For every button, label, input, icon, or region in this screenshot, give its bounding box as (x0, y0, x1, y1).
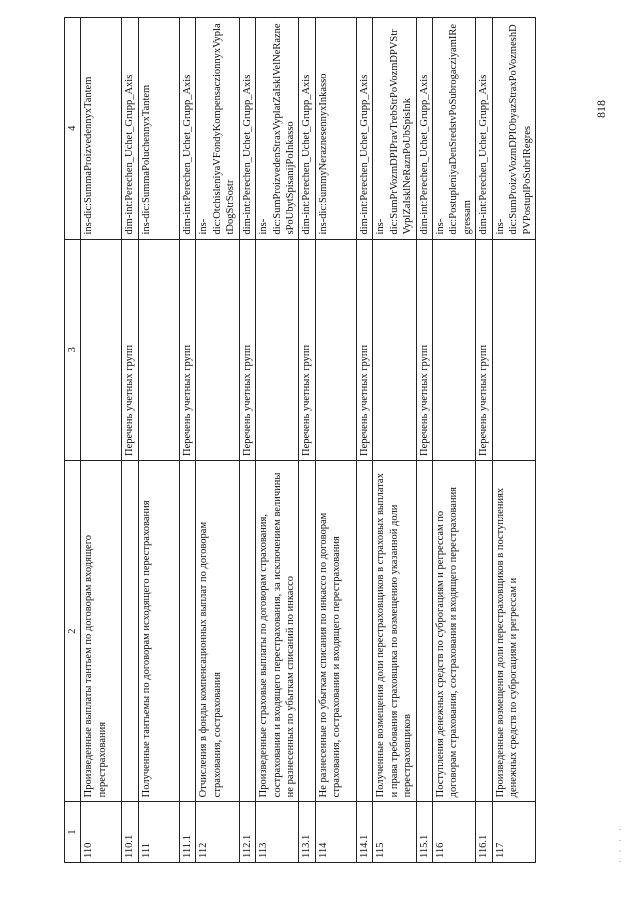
row-list: Перечень учетных групп (416, 239, 432, 460)
row-name: Произведенные выплаты тантьем по договорам входящего перестрахования (81, 461, 122, 802)
table-row (315, 18, 356, 863)
row-number: 116 (433, 802, 476, 863)
table-row (492, 18, 535, 863)
table-row (122, 18, 138, 863)
row-name (122, 461, 138, 802)
row-name (476, 461, 492, 802)
table-row (373, 18, 416, 863)
row-number: 117 (492, 802, 535, 863)
table-body (81, 18, 536, 863)
row-list (315, 239, 356, 460)
row-code: dim-int:Perechen_Uchet_Grupp_Axis (179, 18, 195, 240)
row-number: 110 (81, 802, 122, 863)
row-code: dim-int:Perechen_Uchet_Grupp_Axis (299, 18, 315, 240)
row-list: Перечень учетных групп (122, 239, 138, 460)
table-row (81, 18, 122, 863)
row-list: Перечень учетных групп (356, 239, 372, 460)
row-list (373, 239, 416, 460)
scan-artifact: · · · · (616, 825, 625, 863)
row-name (179, 461, 195, 802)
row-code: dim-int:Perechen_Uchet_Grupp_Axis (476, 18, 492, 240)
row-list (256, 239, 299, 460)
row-number: 112 (196, 802, 239, 863)
row-number: 115 (373, 802, 416, 863)
row-number: 116.1 (476, 802, 492, 863)
row-list (138, 239, 179, 460)
column-header: 3 (65, 239, 81, 460)
table-row (433, 18, 476, 863)
row-number: 111 (138, 802, 179, 863)
table-row (239, 18, 255, 863)
row-name (416, 461, 432, 802)
row-name (239, 461, 255, 802)
row-code: ins-dic:SumPrVozmDPIPravTrebStrPoVozmDPVStrVyplZaIsklNeRaznPoUbSpisInk (373, 18, 416, 240)
row-number: 114 (315, 802, 356, 863)
column-header: 4 (65, 18, 81, 240)
row-number: 113 (256, 802, 299, 863)
row-name: Поступления денежных средств по суброгациям и регрессам по договорам страхования, сострахования и входящего перестрахования (433, 461, 476, 802)
row-list (196, 239, 239, 460)
row-list (81, 239, 122, 460)
data-table (64, 17, 536, 863)
row-name: Произведенные страховые выплаты по договорам страхования, сострахования и входящего перестрахования, за исключением величины не разнесенных по убыткам списаний по инкассо (256, 461, 299, 802)
row-name (356, 461, 372, 802)
row-code: dim-int:Perechen_Uchet_Grupp_Axis (356, 18, 372, 240)
column-header: 1 (65, 802, 81, 863)
row-code: dim-int:Perechen_Uchet_Grupp_Axis (416, 18, 432, 240)
row-number: 113.1 (299, 802, 315, 863)
table-row (138, 18, 179, 863)
table-row (416, 18, 432, 863)
row-code: dim-int:Perechen_Uchet_Grupp_Axis (239, 18, 255, 240)
row-number: 112.1 (239, 802, 255, 863)
row-code: ins-dic:SumProizvVozmDPIObyazStraxPoVozmeshDPVPostuplPoSubrIRegres (492, 18, 535, 240)
row-name: Произведенные возмещения доли перестраховщиков в поступлениях денежных средств по суброгациям и регрессам и (492, 461, 535, 802)
row-name: Полученные возмещения доли перестраховщиков в страховых выплатах и права требования страховщика по возмещению указанной доли перестраховщиков (373, 461, 416, 802)
row-name: Не разнесенные по убыткам списания по инкассо по договорам страхования, сострахования и входящего перестрахования (315, 461, 356, 802)
row-number: 110.1 (122, 802, 138, 863)
page-number: 818 (594, 100, 608, 118)
table-row (476, 18, 492, 863)
row-list: Перечень учетных групп (239, 239, 255, 460)
row-number: 111.1 (179, 802, 195, 863)
table-row (256, 18, 299, 863)
row-code: ins-dic:SummyNeraznesennyxInkasso (315, 18, 356, 240)
table-row (196, 18, 239, 863)
table-row (299, 18, 315, 863)
row-name (299, 461, 315, 802)
row-code: ins-dic:SummaProizvedennyxTantem (81, 18, 122, 240)
row-code: ins-dic:SumProizvedenStraxVyplatZaIsklVelNeRaznesPoUbytSpisanijPoInkasso (256, 18, 299, 240)
row-list (433, 239, 476, 460)
row-code: ins-dic:SummaPoluchennyxTantem (138, 18, 179, 240)
row-number: 114.1 (356, 802, 372, 863)
table-row (179, 18, 195, 863)
table-row (356, 18, 372, 863)
row-list: Перечень учетных групп (179, 239, 195, 460)
row-list: Перечень учетных групп (476, 239, 492, 460)
row-list: Перечень учетных групп (299, 239, 315, 460)
row-number: 115.1 (416, 802, 432, 863)
column-header: 2 (65, 461, 81, 802)
row-code: dim-int:Perechen_Uchet_Grupp_Axis (122, 18, 138, 240)
table-header-row (65, 18, 81, 863)
row-code: ins-dic:OtchisleniyaVFondyKompensaczionnyxVyplatDogStrSostr (196, 18, 239, 240)
row-list (492, 239, 535, 460)
row-name: Отчисления в фонды компенсационных выплат по договорам страхования, сострахования (196, 461, 239, 802)
row-name: Полученные тантьемы по договорам исходящего перестрахования (138, 461, 179, 802)
row-code: ins-dic:PostupleniyaDenSredstvPoSubrogacziyamIRegressam (433, 18, 476, 240)
